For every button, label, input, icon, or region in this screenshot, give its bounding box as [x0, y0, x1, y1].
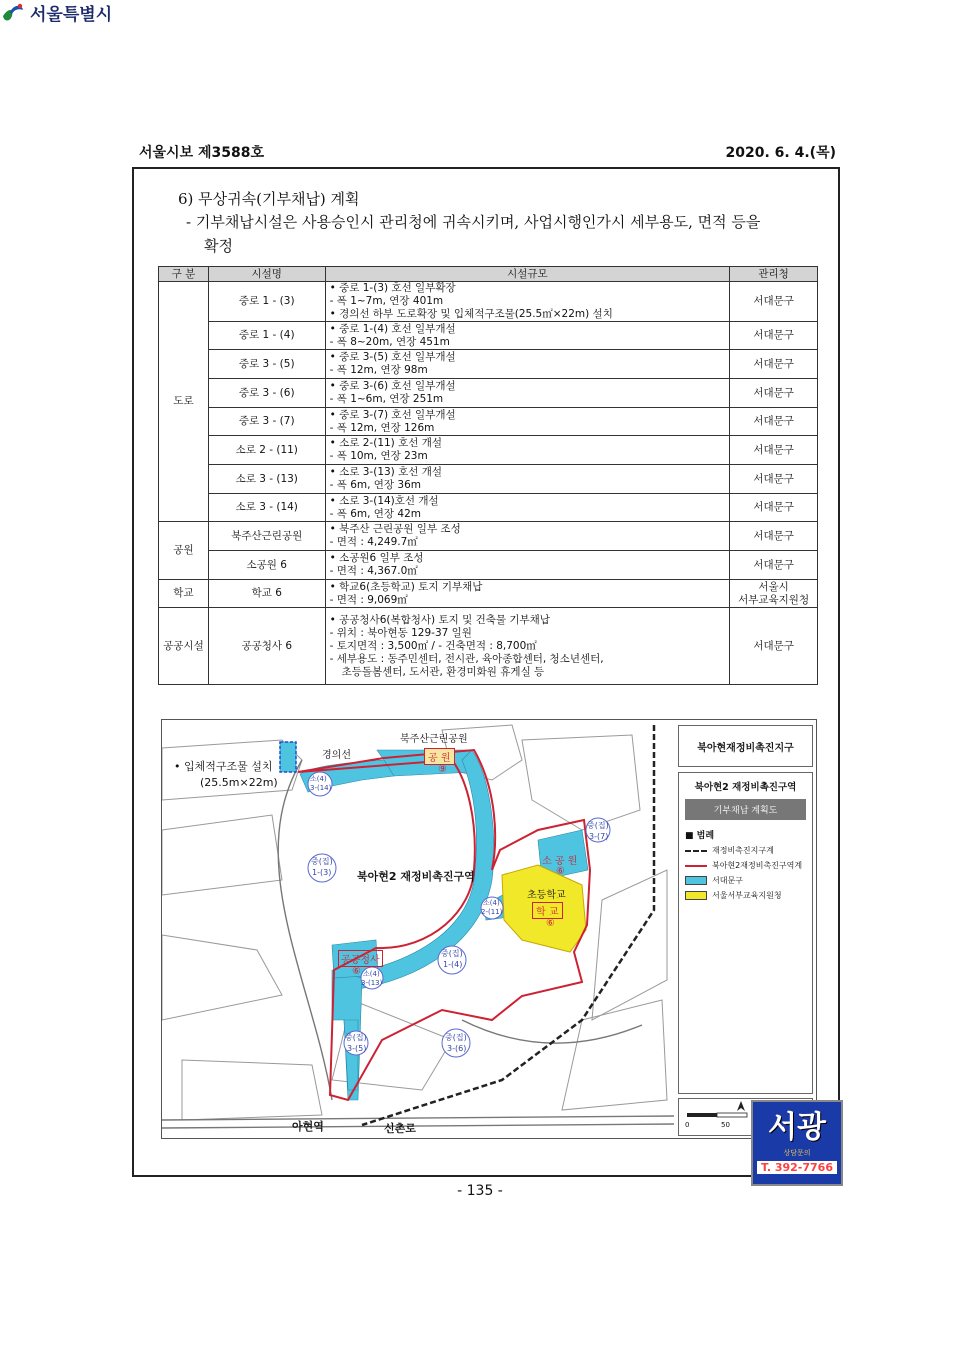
scale-line: - 폭 1~6m, 연장 251m: [329, 393, 444, 405]
facility-name: 중로 3 - (6): [208, 379, 325, 408]
manager: 서대문구: [730, 408, 818, 436]
road-3-6-top: 중(집): [445, 1033, 467, 1042]
scale-line: • 중로 3-(6) 호선 일부개설: [329, 380, 456, 392]
seodaemun-swatch: [685, 876, 707, 885]
table-row: [159, 522, 818, 551]
road-3-5-bottom: 3-(5): [347, 1044, 367, 1053]
bulletin-number: 서울시보 제3588호: [139, 145, 264, 161]
scale-line: • 중로 3-(7) 호선 일부개설: [329, 408, 456, 421]
group-road: 도로: [159, 282, 209, 522]
scale-line: • 중로 1-(3) 호선 일부확장: [329, 282, 456, 294]
header-scale: 시설규모: [325, 267, 730, 282]
scale-line: 초등돌봄센터, 도서관, 환경미화원 휴게실 등: [341, 665, 545, 678]
scale-line: • 중로 1-(4) 호선 일부개설: [329, 322, 456, 335]
small-park-number: ⑥: [556, 866, 565, 877]
manager: 서대문구: [730, 436, 818, 465]
structure-size-label: (25.5m×22m): [200, 776, 278, 789]
legend-item-label: 재정비촉진지구계: [712, 846, 774, 855]
manager: 서대문구: [730, 494, 818, 522]
facility-scale: [325, 350, 730, 379]
section-text-line-1: - 기부채납시설은 사용승인시 관리청에 귀속시키며, 사업시행인가시 세부용도, 면적 등을: [186, 213, 761, 231]
road-3-6-bottom: 3-(6): [447, 1044, 467, 1053]
legend-item: [685, 845, 806, 856]
donation-plan-map: [161, 719, 817, 1139]
education-office-swatch: [685, 891, 707, 900]
legend-item-label: 북아현2재정비촉진구역계: [712, 861, 803, 870]
table-row: [159, 408, 818, 436]
facility-scale: [325, 379, 730, 408]
facility-name: 소로 3 - (13): [208, 465, 325, 494]
table-row: [159, 494, 818, 522]
scale-line: • 북주산 근린공원 일부 조성: [329, 523, 461, 535]
facility-scale: [325, 465, 730, 494]
road-3-7-bottom: 3-(7): [589, 832, 609, 841]
scale-line: - 폭 6m, 연장 36m: [329, 479, 421, 491]
scale-line: • 소로 3-(14)호선 개설: [329, 494, 439, 507]
road-3-13-top: 소(4): [363, 970, 380, 978]
district-boundary-swatch: [685, 850, 707, 852]
seogwang-badge: [751, 1100, 843, 1186]
facility-name: 학교 6: [208, 580, 325, 608]
scale-line: - 폭 6m, 연장 42m: [329, 507, 421, 520]
page-number: - 135 -: [457, 1183, 503, 1199]
manager-line: 서울시: [758, 580, 789, 593]
road-3-5-top: 중(집): [345, 1033, 367, 1042]
table-row: [159, 580, 818, 608]
scale-line: - 면적 : 4,249.7㎡: [329, 536, 418, 548]
legend-subtitle: 북아현2 재정비촉진구역: [694, 782, 797, 793]
legend-item: [685, 860, 806, 871]
scale-line: • 소로 3-(13) 호선 개설: [329, 466, 443, 478]
map-roads: [162, 760, 674, 1128]
school-label: 학 교: [532, 902, 563, 919]
legend-item-label: 서울서부교육지원청: [712, 891, 782, 900]
scale-line: - 면적 : 4,367.0㎡: [329, 565, 418, 577]
scale-line: • 공공청사6(복합청사) 토지 및 건축물 기부채납: [329, 613, 550, 626]
district-label: 북아현2 재정비촉진구역: [357, 870, 475, 883]
park-name-label: 북주산근린공원: [400, 734, 468, 745]
table-row: [159, 465, 818, 494]
scale-line: • 소공원6 일부 조성: [329, 552, 424, 564]
scale-line: - 폭 1~7m, 연장 401m: [329, 295, 444, 307]
manager: 서대문구: [730, 350, 818, 379]
table-row: [159, 608, 818, 685]
badge-sub: 상담문의: [783, 1149, 811, 1157]
scale-zero: 0: [685, 1121, 690, 1129]
road-3-7-top: 중(집): [587, 821, 609, 830]
gyeongui-label: 경의선: [322, 750, 351, 761]
park-label: 공 원: [424, 748, 455, 765]
seoul-logo: [0, 0, 960, 25]
legend-plan-label: 기부채납 계획도: [685, 799, 806, 820]
legend-item-label: 서대문구: [712, 876, 743, 885]
group-public: 공공시설: [159, 608, 209, 685]
header-manager: 관리청: [730, 267, 818, 282]
badge-name: 서광: [768, 1110, 826, 1145]
scale-line: - 위치 : 북아현동 129-37 일원: [329, 626, 472, 639]
facility-name: 공공청사 6: [208, 608, 325, 685]
public-office-label: 공공청사: [338, 950, 383, 967]
sinchon-road-label: 신촌로: [384, 1122, 416, 1135]
scale-line: - 폭 8~20m, 연장 451m: [329, 335, 450, 348]
road-2-11-bottom: 2-(11): [481, 908, 503, 916]
manager: 서대문구: [730, 465, 818, 494]
road-1-3-top: 중(집): [311, 857, 333, 866]
header-facility: 시설명: [208, 267, 325, 282]
table-row: [159, 379, 818, 408]
manager: 서대문구: [730, 608, 818, 685]
facility-scale: [325, 522, 730, 551]
legend-box: [678, 772, 813, 1094]
zone-boundary-swatch: [685, 865, 707, 867]
scale-line: - 폭 12m, 연장 98m: [329, 364, 428, 376]
scale-line: - 세부용도 : 동주민센터, 전시관, 육아종합센터, 청소년센터,: [329, 652, 604, 665]
small-park-label: 소 공 원: [542, 856, 578, 867]
road-3-14-top: 소(4): [310, 775, 327, 783]
park-number: ⑨: [438, 764, 447, 775]
scale-line: - 토지면적 : 3,500㎡ / - 건축면적 : 8,700㎡: [329, 639, 537, 652]
manager: 서대문구: [730, 379, 818, 408]
facility-scale: [325, 282, 730, 322]
facility-name: 중로 1 - (3): [208, 282, 325, 322]
structure-label: • 입체적구조물 설치: [174, 760, 273, 773]
facility-scale: [325, 551, 730, 580]
facility-scale: [325, 580, 730, 608]
scale-line: • 학교6(초등학교) 토지 기부채납: [329, 580, 483, 593]
public-office-number: ⑥: [352, 966, 361, 977]
table-row: [159, 282, 818, 322]
facility-scale: [325, 322, 730, 350]
road-2-11-top: 소(4): [483, 899, 500, 907]
facility-scale: [325, 494, 730, 522]
table-row: [159, 436, 818, 465]
header-category: 구 분: [159, 267, 209, 282]
scale-line: - 면적 : 9,069㎡: [329, 593, 408, 606]
facility-name: 소공원 6: [208, 551, 325, 580]
issue-date: 2020. 6. 4.(목): [725, 145, 836, 161]
facility-name: 북주산근린공원: [208, 522, 325, 551]
manager: 서대문구: [730, 522, 818, 551]
road-1-4-bottom: 1-(4): [443, 960, 463, 969]
road-1-4-top: 중(집): [441, 949, 463, 958]
legend-heading: ■ 범례: [685, 831, 715, 841]
donation-facilities-table: [158, 266, 818, 685]
road-3-14-bottom: 3-(14): [310, 784, 332, 792]
manager-line: 서부교육지원청: [738, 593, 810, 606]
section-text-line-2: 확정: [204, 237, 233, 255]
seoul-emblem-icon: [0, 2, 26, 24]
facility-name: 중로 3 - (7): [208, 408, 325, 436]
road-1-3-bottom: 1-(3): [312, 868, 332, 877]
scale-line: • 중로 3-(5) 호선 일부개설: [329, 351, 456, 363]
group-park: 공원: [159, 522, 209, 580]
manager: 서대문구: [730, 322, 818, 350]
scale-line: - 폭 12m, 연장 126m: [329, 421, 435, 434]
legend-item: [685, 875, 806, 886]
facility-name: 소로 2 - (11): [208, 436, 325, 465]
group-school: 학교: [159, 580, 209, 608]
facility-name: 중로 1 - (4): [208, 322, 325, 350]
scale-fifty: 50: [721, 1121, 730, 1129]
manager: 서대문구: [730, 551, 818, 580]
table-row: [159, 322, 818, 350]
school-number: ⑥: [546, 918, 555, 929]
scale-line: - 폭 10m, 연장 23m: [329, 450, 428, 462]
facility-scale: [325, 408, 730, 436]
manager: [730, 580, 818, 608]
legend-title: 북아현재정비촉진지구: [678, 725, 813, 767]
table-row: [159, 350, 818, 379]
facility-scale: [325, 608, 730, 685]
facility-name: 소로 3 - (14): [208, 494, 325, 522]
table-header-row: [159, 267, 818, 282]
seoul-logo-text: 서울특별시: [30, 5, 113, 25]
scale-line: • 소로 2-(11) 호선 개설: [329, 437, 443, 449]
legend-item: [685, 890, 806, 901]
manager: 서대문구: [730, 282, 818, 322]
map-legend-panel: [674, 720, 816, 1138]
road-3-13-bottom: 3-(13): [361, 979, 383, 987]
section-title: 6) 무상귀속(기부채납) 계획: [178, 190, 360, 208]
school-type-label: 초등학교: [527, 890, 566, 901]
badge-phone: T. 392-7766: [757, 1161, 837, 1174]
facility-name: 중로 3 - (5): [208, 350, 325, 379]
facility-scale: [325, 436, 730, 465]
scale-line: • 경의선 하부 도로확장 및 입체적구조물(25.5㎡×22m) 설치: [329, 308, 613, 320]
table-row: [159, 551, 818, 580]
station-label: 아현역: [292, 1120, 324, 1133]
north-arrow-icon: [737, 1101, 745, 1111]
